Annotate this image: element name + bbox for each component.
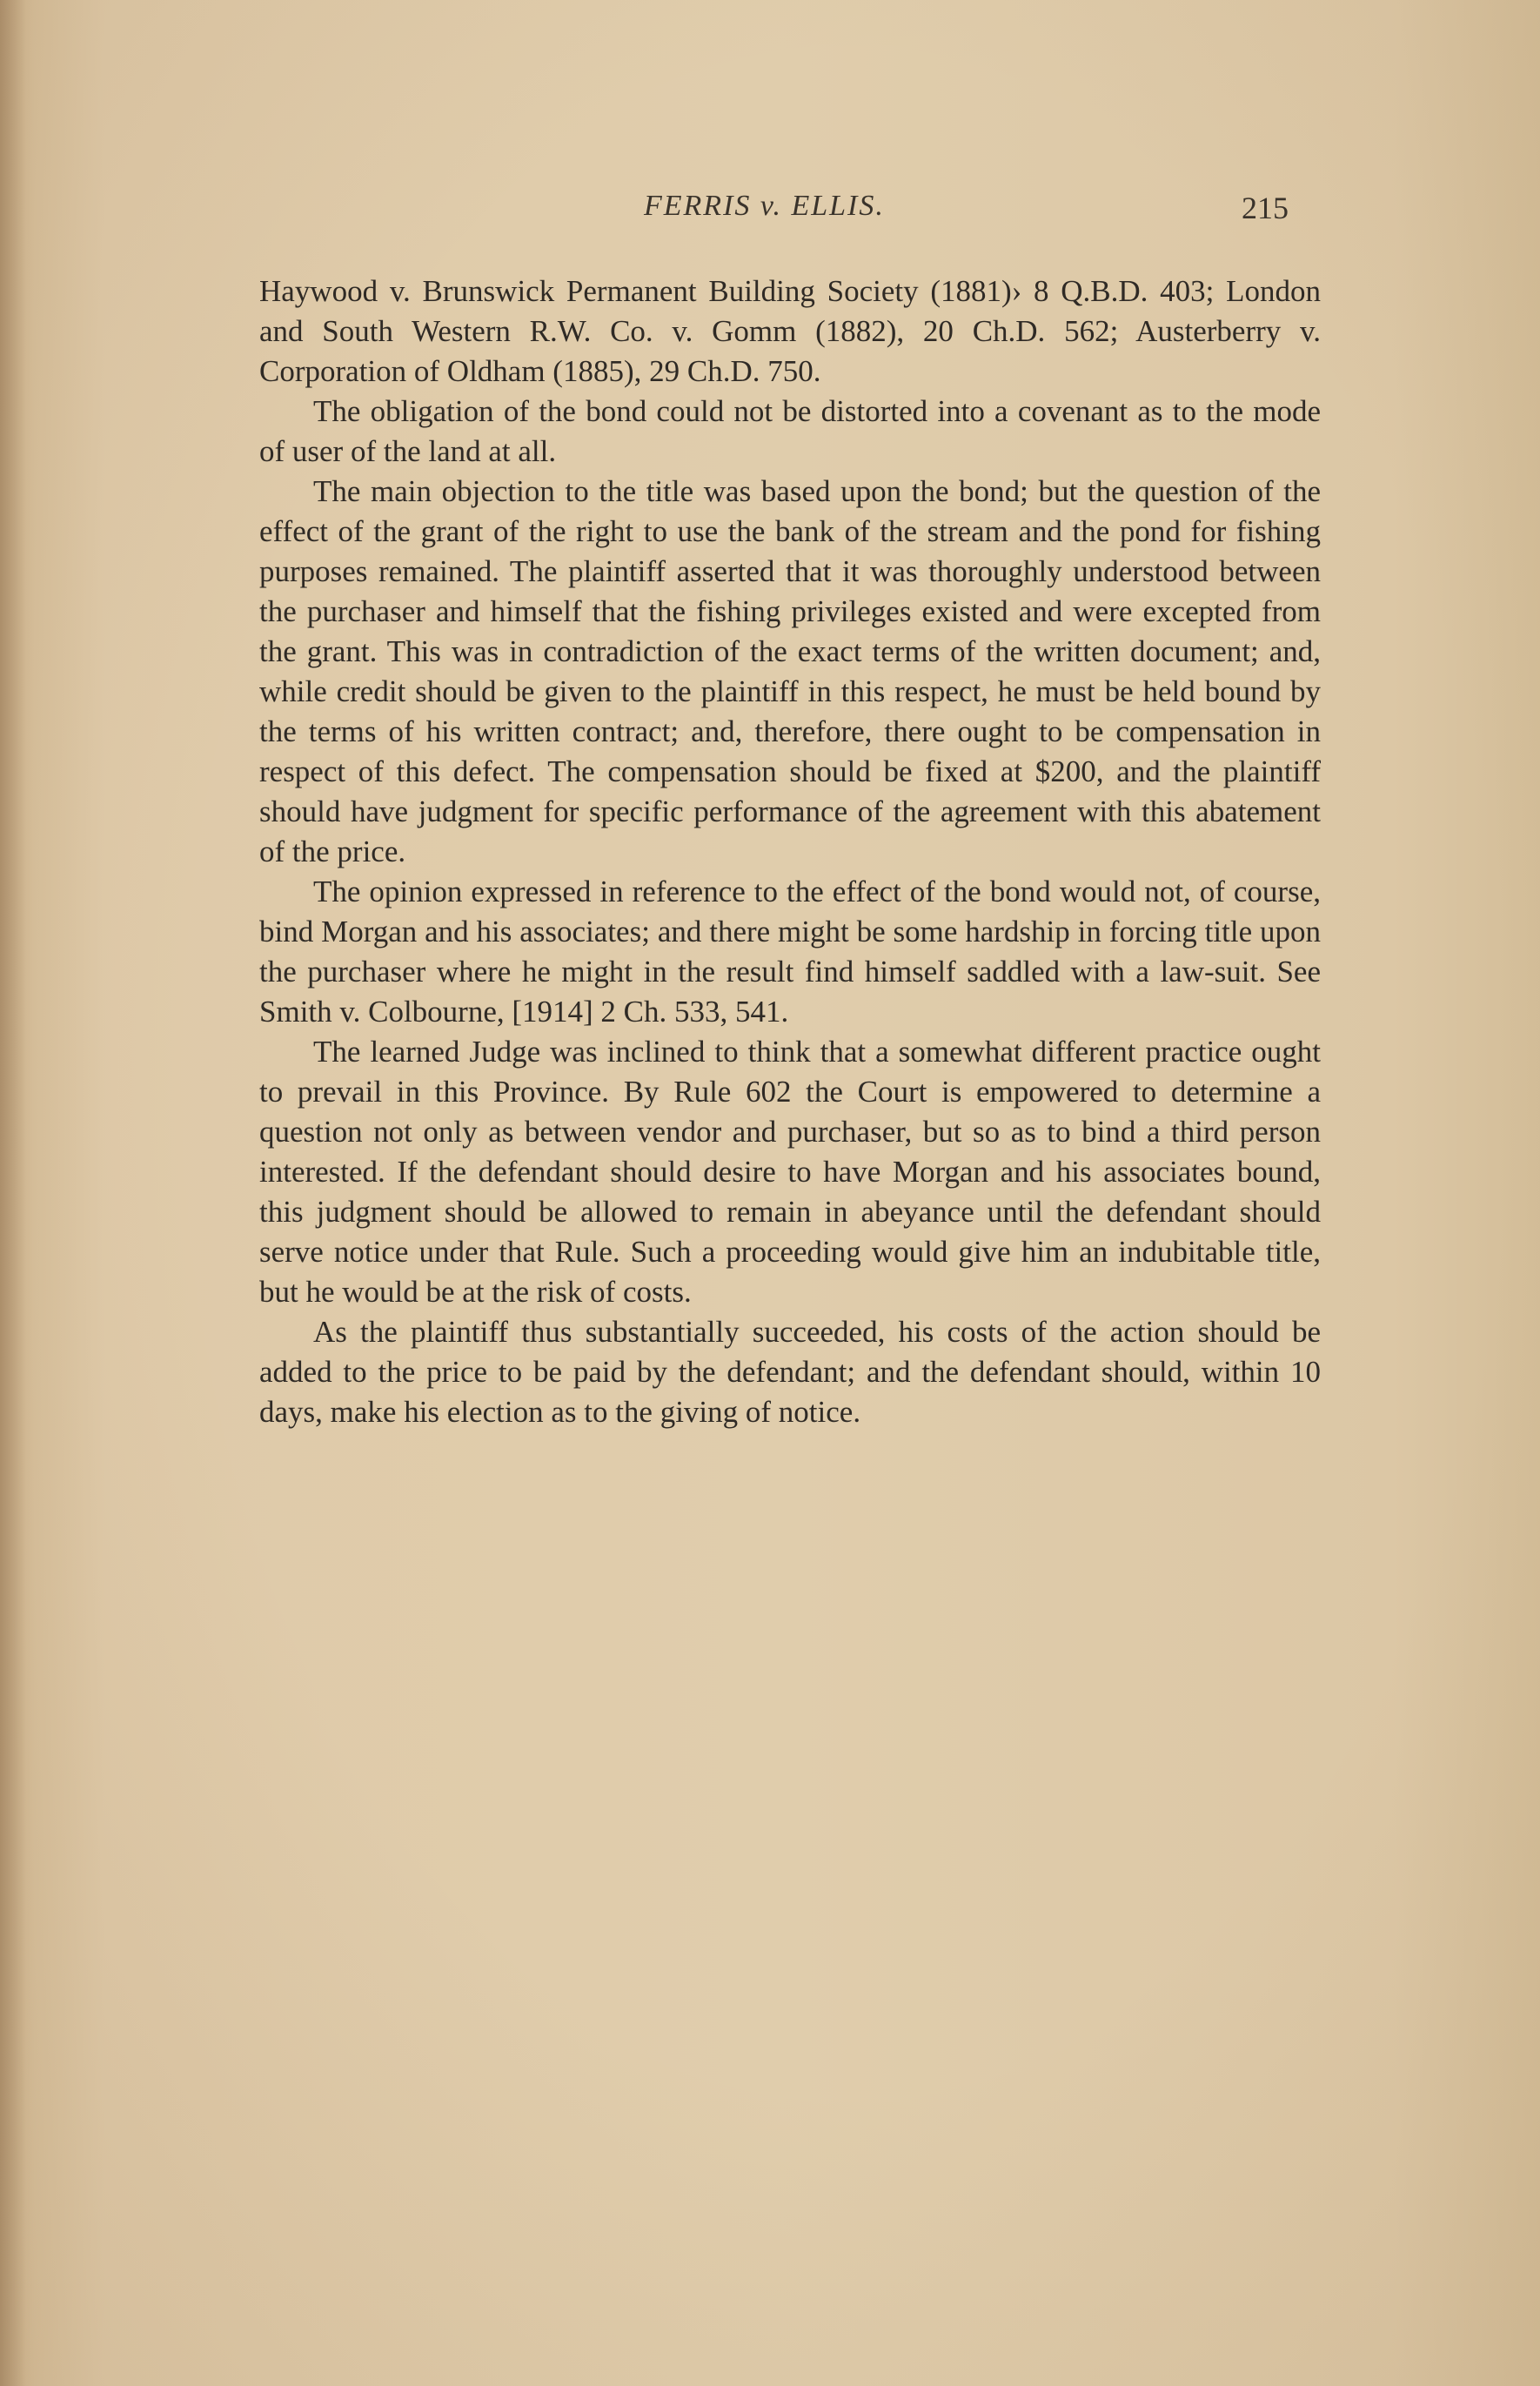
running-head [261,190,1305,242]
spine-shadow [0,0,26,2386]
running-title: FERRIS v. ELLIS. [644,190,885,222]
paragraph-citations: Haywood v. Brunswick Permanent Building Society (1881)› 8 Q.B.D. 403; London and South Western R.W. Co. v. Gomm (1882), 20 Ch.D. 562; Austerberry v. Corporation of Oldham (1885), 29 Ch.D. 750. [259,274,1321,388]
page-number: 215 [1242,191,1289,225]
paragraph-opinion: The opinion expressed in reference to the effect of the bond would not, of course, bind Morgan and his associates; and there might be some hardship in forcing title upon the purchaser where he might in the result find himself saddled with a law-suit. See Smith v. Colbourne, [1914] 2 Ch. 533, 541. [259,875,1321,1029]
paragraph-main-objection: The main objection to the title was based upon the bond; but the question of the effect of the grant of the right to use the bank of the stream and the pond for fishing purposes remained. The plaintiff asserted that it was thoroughly understood between the purchaser and himself that the fishing privileges existed and were excepted from the grant. This was in contradiction of the exact terms of the written document; and, while credit should be given to the plaintiff in this respect, he must be held bound by the terms of his written contract; and, therefore, there ought to be compensation in respect of this defect. The compensation should be fixed at $200, and the plaintiff should have judgment for specific performance of the agreement with this abatement of the price. [259,474,1321,868]
body-text [259,271,1321,1432]
paragraph-practice: The learned Judge was inclined to think that a somewhat different practice ought to prevail in this Province. By Rule 602 the Court is empowered to determine a question not only as between vendor and purchaser, but so as to bind a third person interested. If the defendant should desire to have Morgan and his associates bound, this judgment should be allowed to remain in abeyance until the defendant should serve notice under that Rule. Such a proceeding would give him an indubitable title, but he would be at the risk of costs. [259,1035,1321,1309]
paragraph-bond-obligation: The obligation of the bond could not be distorted into a covenant as to the mode of user of the land at all. [259,394,1321,468]
paragraph-costs: As the plaintiff thus substantially succeeded, his costs of the action should be added to the price to be paid by the defendant; and the defendant should, within 10 days, make his election as to the giving of notice. [259,1315,1321,1429]
